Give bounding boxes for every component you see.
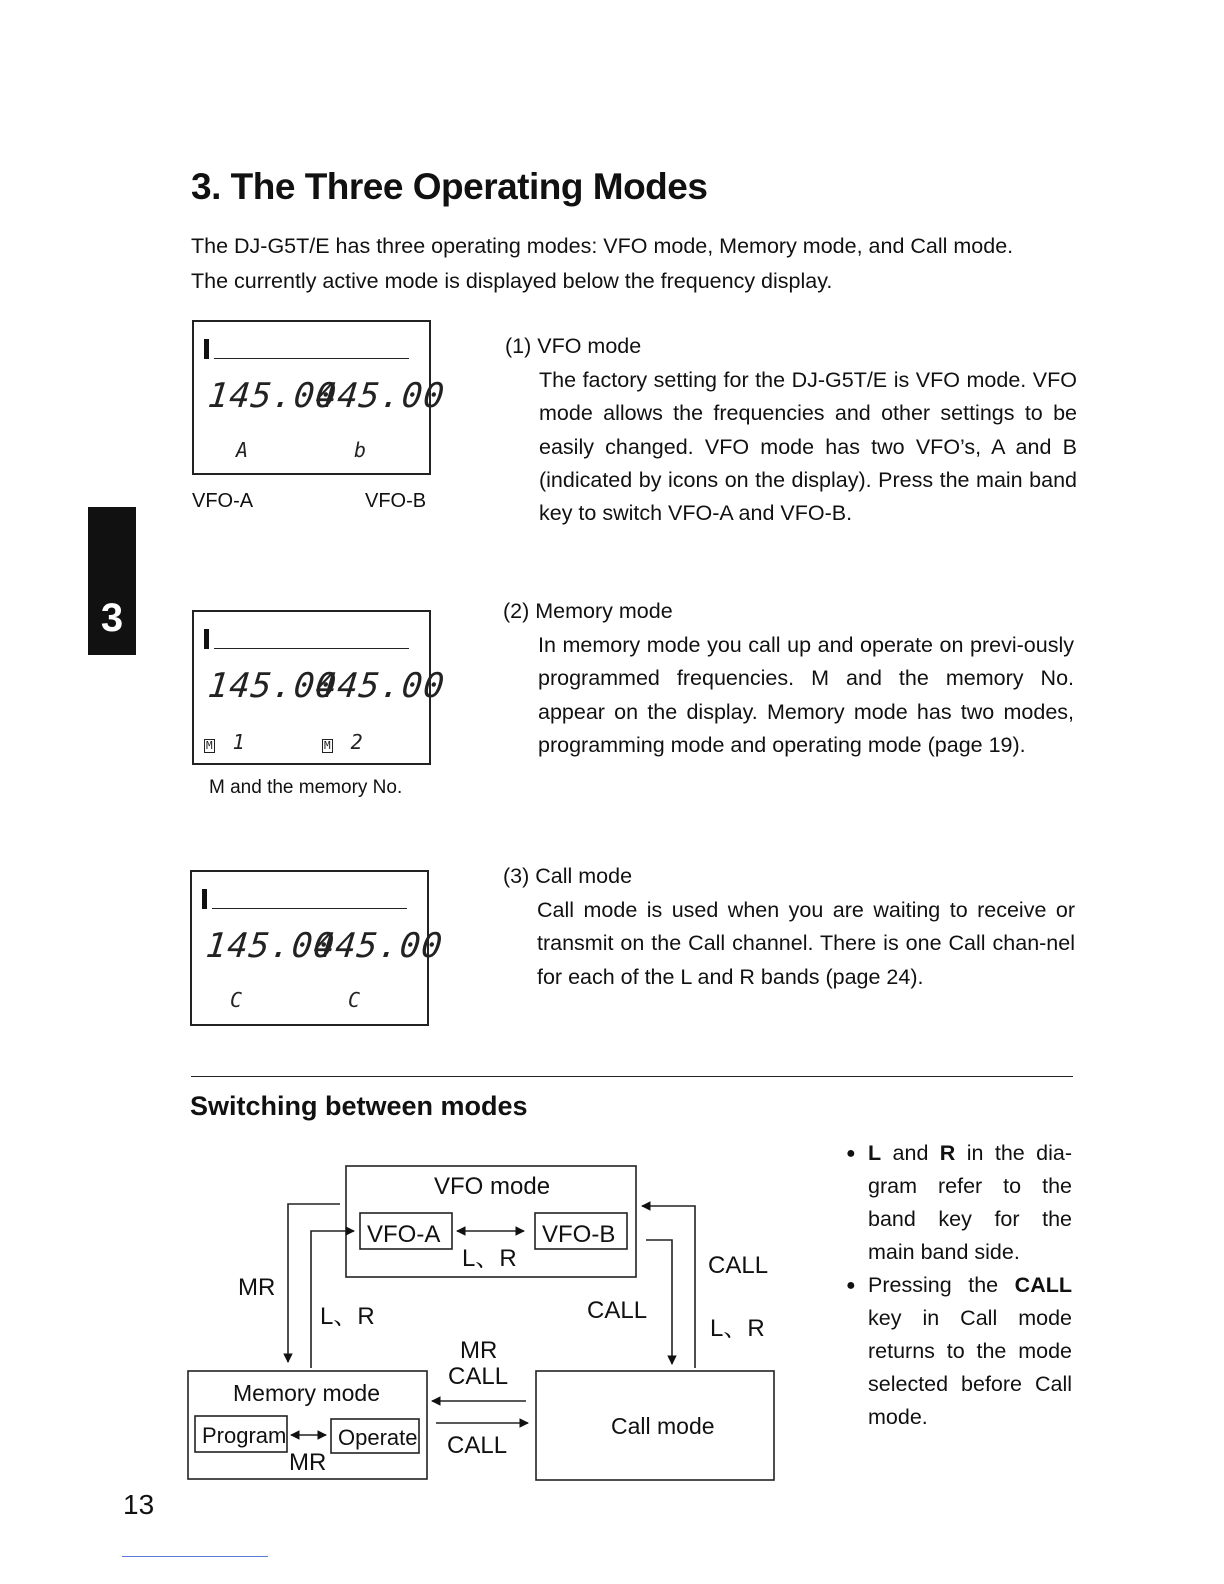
vfo-b-indicator: b	[354, 438, 367, 462]
call-mode-heading: (3) Call mode	[503, 864, 633, 888]
vfo-mode-text: The factory setting for the DJ-G5T/E is VFO mode. VFO mode allows the frequencies and other settings to be easily changed. VFO mode has two VFO’s, A and B (indicated by icons on the display). Press the main band key to switch VFO-A and VFO-B.	[539, 368, 1077, 526]
note-call-bold: CALL	[1014, 1273, 1072, 1297]
page-number: 13	[123, 1489, 155, 1520]
diagram-operate-label: Operate	[338, 1425, 418, 1450]
memory-mode-heading: (2) Memory mode	[503, 599, 673, 623]
diagram-call-upper-label: CALL	[448, 1363, 509, 1390]
call-mode-text: Call mode is used when you are waiting to receive or transmit on the Call channel. There is one Call chan-nel for each of the L and R bands (page 24).	[537, 898, 1075, 989]
diagram-mr-mid-label: MR	[460, 1337, 498, 1364]
lcd-freq-left: 145.00	[205, 666, 339, 706]
intro-line-1: The DJ-G5T/E has three operating modes: VFO mode, Memory mode, and Call mode.	[191, 234, 1014, 258]
diagram-mr-bottom-label: MR	[289, 1449, 327, 1476]
lcd-divider	[214, 648, 409, 649]
memory-icon: M	[324, 739, 331, 752]
page-title: 3. The Three Operating Modes	[191, 166, 708, 207]
diagram-mr-left-label: MR	[238, 1274, 276, 1301]
lr-arrow-left	[311, 1231, 354, 1368]
note-call-rest: key in Call mode returns to the mode selected before Call mode.	[868, 1306, 1072, 1429]
memory-number-right: 2	[350, 730, 363, 754]
signal-bar-icon	[204, 629, 209, 649]
lcd-memory-display	[192, 610, 447, 765]
memory-right-indicator	[322, 730, 363, 754]
diagram-lr-right-label: L、R	[710, 1315, 765, 1342]
section-divider	[191, 1076, 1073, 1077]
signal-bar-icon	[204, 339, 209, 359]
vfo-a-indicator: A	[236, 438, 249, 462]
call-return-arrow	[642, 1206, 695, 1368]
mr-arrow-left	[288, 1204, 340, 1362]
diagram-vfo-b-label: VFO-B	[542, 1221, 616, 1248]
call-arrow-right	[646, 1240, 672, 1364]
memory-left-indicator	[204, 730, 245, 754]
chapter-tab	[88, 507, 136, 655]
diagram-call-mid-label: CALL	[587, 1297, 648, 1324]
diagram-call-right-label: CALL	[708, 1252, 769, 1279]
lcd-freq-left: 145.00	[203, 926, 337, 966]
lcd-freq-left: 145.00	[205, 376, 339, 416]
signal-bar-icon	[202, 889, 207, 909]
memory-icon: M	[206, 739, 213, 752]
caption-memory: M and the memory No.	[209, 777, 403, 798]
note-l-bold: L	[868, 1141, 882, 1165]
diagram-call-mode-label: Call mode	[611, 1413, 715, 1439]
intro-paragraph	[191, 229, 1091, 299]
note-call-text	[868, 1269, 1072, 1434]
diagram-program-label: Program	[202, 1423, 287, 1448]
note-r-bold: R	[939, 1141, 956, 1165]
note-lr-rest: in the dia-gram refer to the band key for the main band side.	[868, 1141, 1072, 1264]
note-lr-mid: and	[881, 1141, 940, 1165]
lcd-divider	[214, 358, 409, 359]
note-lr	[846, 1137, 1072, 1269]
intro-line-2: The currently active mode is displayed below the frequency display.	[191, 269, 833, 293]
memory-mode-text: In memory mode you call up and operate on previ-ously programmed frequencies. M and the memory No. appear on the display. Memory mode has two modes, programming mode and operating mode (page 19).	[538, 633, 1074, 757]
caption-vfo-a: VFO-A	[192, 490, 254, 512]
diagram-vfo-mode-label: VFO mode	[434, 1173, 551, 1200]
note-lr-text	[868, 1137, 1072, 1269]
note-call-pre: Pressing the	[868, 1273, 1015, 1297]
footer-line	[122, 1556, 268, 1557]
call-left-indicator: C	[230, 988, 243, 1012]
note-call	[846, 1269, 1072, 1434]
call-right-indicator: C	[348, 988, 361, 1012]
chapter-tab-number: 3	[100, 596, 124, 640]
lcd-divider	[212, 908, 407, 909]
diagram-memory-mode-label: Memory mode	[233, 1380, 380, 1406]
caption-vfo-b: VFO-B	[365, 490, 427, 512]
lcd-vfo-display	[192, 320, 447, 475]
diagram-notes	[846, 1137, 1072, 1434]
diagram-call-lower-label: CALL	[447, 1432, 508, 1459]
memory-number-left: 1	[232, 730, 245, 754]
diagram-vfo-a-label: VFO-A	[367, 1221, 441, 1248]
lcd-freq-right: 445.00	[311, 926, 445, 966]
switching-heading: Switching between modes	[190, 1091, 528, 1121]
vfo-mode-heading: (1) VFO mode	[505, 334, 642, 358]
lcd-call-display	[190, 870, 445, 1026]
bullet-icon: ●	[846, 1277, 856, 1294]
mode-switching-diagram	[180, 1158, 800, 1493]
lcd-freq-right: 445.00	[313, 376, 447, 416]
diagram-lr-left-label: L、R	[320, 1303, 375, 1330]
lcd-freq-right: 445.00	[313, 666, 447, 706]
bullet-icon: ●	[846, 1145, 856, 1162]
diagram-lr-inner-label: L、R	[462, 1245, 517, 1272]
